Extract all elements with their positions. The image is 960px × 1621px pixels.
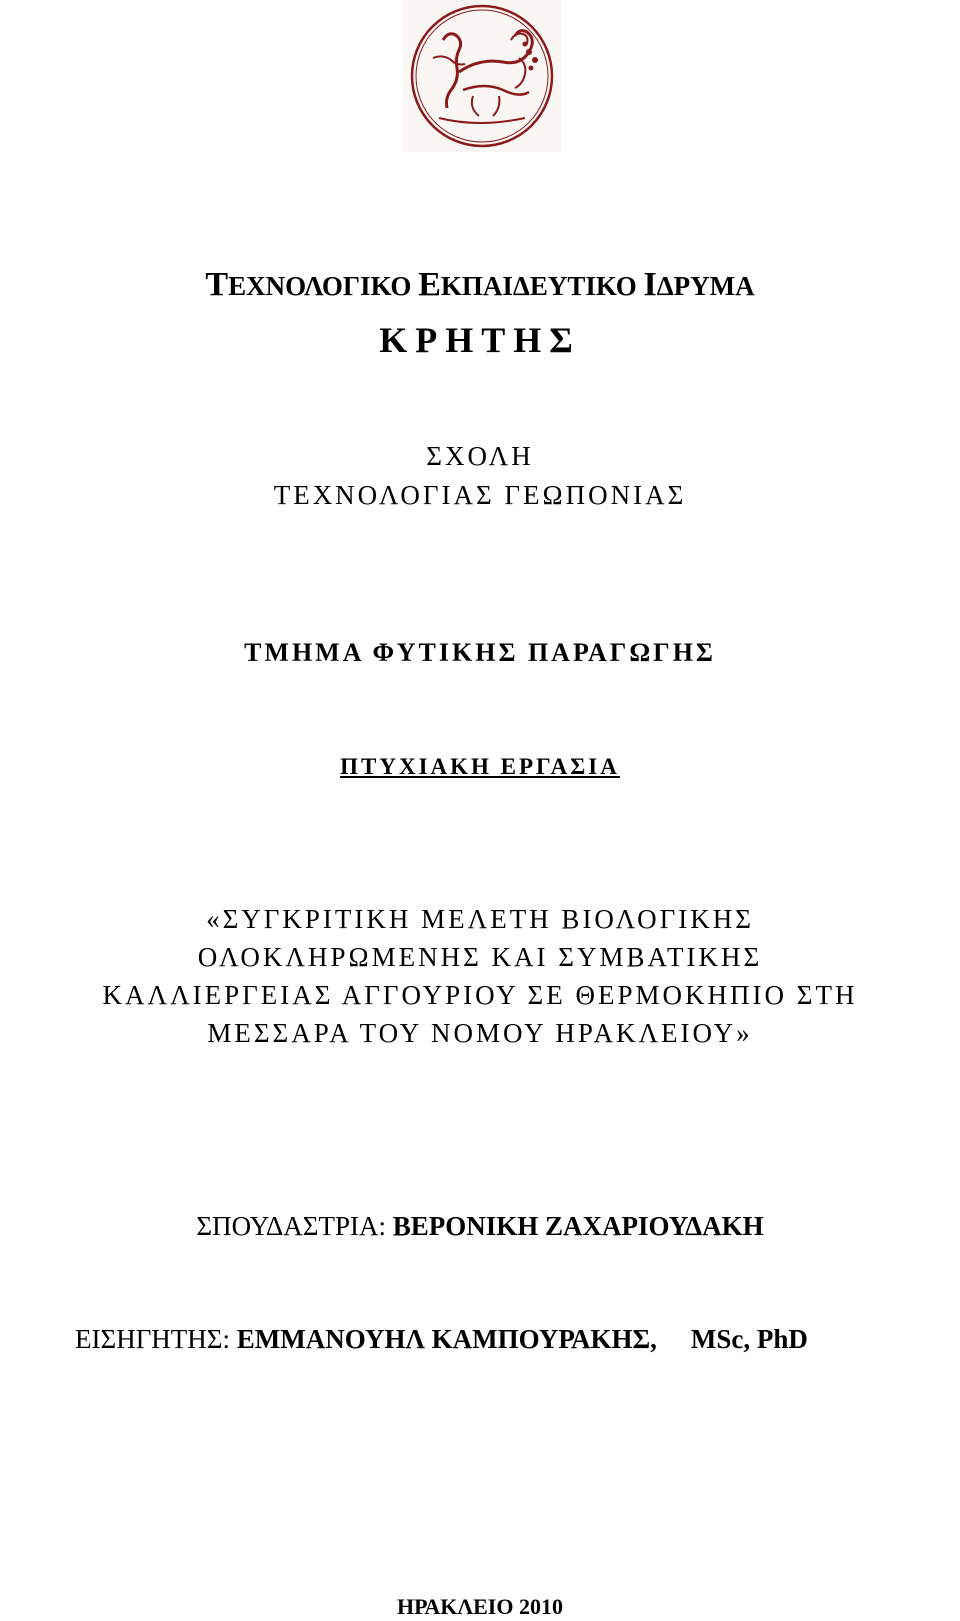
supervisor-line <box>75 1326 808 1353</box>
thesis-title-line-1: «ΣΥΓΚΡΙΤΙΚΗ ΜΕΛΕΤΗ ΒΙΟΛΟΓΙΚΗΣ <box>206 904 754 934</box>
institution-name <box>0 268 960 302</box>
institution-word-3: ΙΔΡΥΜΑ <box>643 266 755 303</box>
thesis-title-line-3: ΚΑΛΛΙΕΡΓΕΙΑΣ ΑΓΓΟΥΡΙΟΥ ΣΕ ΘΕΡΜΟΚΗΠΙΟ ΣΤΗ <box>102 980 858 1010</box>
student-label: ΣΠΟΥΔΑΣΤΡΙΑ: <box>196 1211 386 1241</box>
student-name: ΒΕΡΟΝΙΚΗ ΖΑΧΑΡΙΟΥΔΑΚΗ <box>392 1211 764 1241</box>
student-line <box>0 1213 960 1240</box>
department-name: ΤΜΗΜΑ ΦΥΤΙΚΗΣ ΠΑΡΑΓΩΓΗΣ <box>244 638 716 667</box>
place-year: ΗΡΑΚΛΕΙΟ 2010 <box>397 1594 563 1619</box>
school-name: ΤΕΧΝΟΛΟΓΙΑΣ ΓΕΩΠΟΝΙΑΣ <box>273 480 687 510</box>
supervisor-degrees: MSc, PhD <box>690 1324 808 1354</box>
institution-word-2: ΕΚΠΑΙΔΕΥΤΙΚΟ <box>418 266 644 303</box>
document-type: ΠΤΥΧΙΑΚΗ ΕΡΓΑΣΙΑ <box>340 754 620 779</box>
seal-emblem-icon <box>403 0 561 152</box>
institution-seal <box>403 0 561 152</box>
institution-word-1: ΤΕΧΝΟΛΟΓΙΚΟ <box>205 266 419 303</box>
thesis-title-line-4: ΜΕΣΣΑΡΑ ΤΟΥ ΝΟΜΟΥ ΗΡΑΚΛΕΙΟΥ» <box>207 1018 753 1048</box>
thesis-title-line-2: ΟΛΟΚΛΗΡΩΜΕΝΗΣ ΚΑΙ ΣΥΜΒΑΤΙΚΗΣ <box>197 942 763 972</box>
school-label: ΣΧΟΛΗ <box>426 441 534 471</box>
institution-region: ΚΡΗΤΗΣ <box>379 320 581 360</box>
supervisor-name: ΕΜΜΑΝΟΥΗΛ ΚΑΜΠΟΥΡΑΚΗΣ, <box>236 1324 657 1354</box>
supervisor-label: ΕΙΣΗΓΗΤΗΣ: <box>75 1324 231 1354</box>
